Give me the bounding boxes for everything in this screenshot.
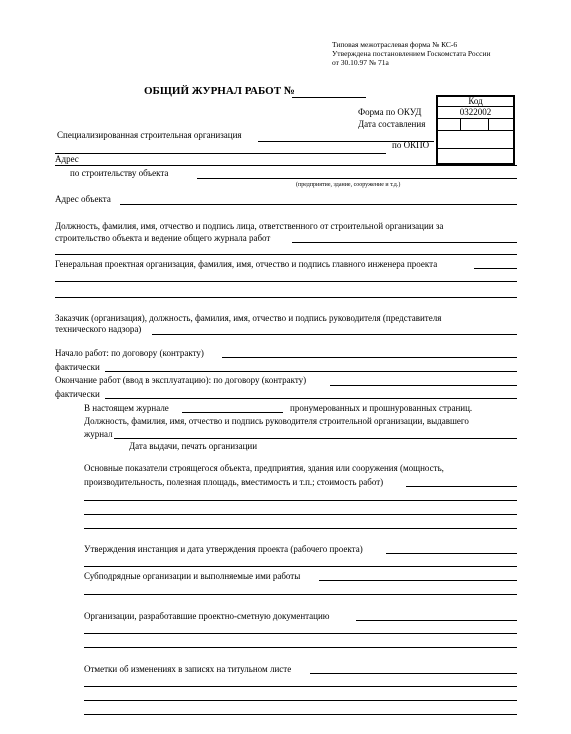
customer-field[interactable] bbox=[152, 334, 517, 335]
design-docs-field-3[interactable] bbox=[84, 647, 517, 648]
changes-field-4[interactable] bbox=[84, 714, 517, 715]
form-reference-line1: Типовая межотраслевая форма № КС-6 bbox=[332, 40, 458, 49]
end-contract-field[interactable] bbox=[330, 385, 517, 386]
responsible-label-1: Должность, фамилия, имя, отчество и подпись лица, ответственного от строительной организации за bbox=[55, 221, 444, 231]
form-reference-line3: от 30.10.97 № 71а bbox=[332, 58, 389, 67]
start-actual-label: фактически bbox=[55, 362, 100, 372]
okud-value: 0322002 bbox=[459, 107, 492, 117]
journal-number-field[interactable] bbox=[292, 97, 366, 98]
approval-field[interactable] bbox=[386, 553, 517, 554]
construction-hint: (предприятие, здание, сооружение и т.д.) bbox=[296, 182, 401, 188]
head-sign-label-2: журнал bbox=[84, 429, 113, 439]
subcontractors-label: Субподрядные организации и выполняемые ими работы bbox=[84, 571, 301, 581]
form-reference-line2: Утверждена постановлением Госкомстата России bbox=[332, 49, 491, 58]
responsible-field[interactable] bbox=[292, 242, 517, 243]
general-design-field-3[interactable] bbox=[55, 297, 517, 298]
general-design-field[interactable] bbox=[474, 268, 517, 269]
construction-field[interactable] bbox=[197, 178, 517, 179]
code-box-divider bbox=[460, 118, 461, 130]
page-title: ОБЩИЙ ЖУРНАЛ РАБОТ № bbox=[144, 85, 295, 97]
general-design-label: Генеральная проектная организация, фамилия, имя, отчество и подпись главного инженера проекта bbox=[55, 259, 438, 269]
customer-label-1: Заказчик (организация), должность, фамилия, имя, отчество и подпись руководителя (представителя bbox=[55, 313, 442, 323]
code-label: Код bbox=[468, 96, 483, 106]
indicators-field-2[interactable] bbox=[84, 500, 517, 501]
indicators-label-1: Основные показатели строящегося объекта, предприятия, здания или сооружения (мощность, bbox=[84, 463, 444, 473]
spec-org-field[interactable] bbox=[258, 141, 434, 142]
design-docs-label: Организации, разработавшие проектно-сметную документацию bbox=[84, 611, 330, 621]
general-design-field-2[interactable] bbox=[55, 281, 517, 282]
changes-field-2[interactable] bbox=[84, 686, 517, 687]
spec-org-field-2[interactable] bbox=[55, 153, 386, 154]
okud-label: Форма по ОКУД bbox=[358, 107, 422, 117]
address-label: Адрес bbox=[55, 154, 79, 164]
journal-suffix-label: пронумерованных и прошнурованных страниц. bbox=[290, 403, 473, 413]
end-contract-label: Окончание работ (ввод в эксплуатацию): по договору (контракту) bbox=[55, 375, 307, 385]
code-box-divider bbox=[436, 118, 515, 119]
end-actual-field[interactable] bbox=[105, 398, 517, 399]
changes-field-3[interactable] bbox=[84, 700, 517, 701]
journal-pages-field[interactable] bbox=[182, 412, 283, 413]
start-contract-field[interactable] bbox=[222, 357, 517, 358]
subcontractors-field-2[interactable] bbox=[84, 594, 517, 595]
approval-field-2[interactable] bbox=[84, 566, 517, 567]
customer-label-2: технического надзора) bbox=[55, 324, 142, 334]
indicators-field-4[interactable] bbox=[84, 528, 517, 529]
spec-org-label: Специализированная строительная организация bbox=[57, 130, 242, 140]
code-box-divider bbox=[436, 130, 515, 131]
start-actual-field[interactable] bbox=[105, 371, 517, 372]
object-address-label: Адрес объекта bbox=[55, 194, 111, 204]
indicators-field-3[interactable] bbox=[84, 514, 517, 515]
date-label: Дата составления bbox=[358, 119, 426, 129]
head-sign-field[interactable] bbox=[114, 438, 517, 439]
construction-label: по строительству объекта bbox=[70, 168, 169, 178]
code-box-divider bbox=[488, 118, 489, 130]
responsible-field-2[interactable] bbox=[55, 254, 517, 255]
design-docs-field[interactable] bbox=[356, 620, 517, 621]
changes-field[interactable] bbox=[310, 673, 517, 674]
address-field[interactable] bbox=[55, 165, 517, 166]
okpo-label: по ОКПО bbox=[392, 140, 430, 150]
changes-label: Отметки об изменениях в записях на титульном листе bbox=[84, 664, 292, 674]
indicators-field[interactable] bbox=[406, 486, 517, 487]
indicators-label-2: производительность, полезная площадь, вместимость и т.п.; стоимость работ) bbox=[84, 477, 384, 487]
design-docs-field-2[interactable] bbox=[84, 633, 517, 634]
start-contract-label: Начало работ: по договору (контракту) bbox=[55, 348, 204, 358]
head-sign-label-1: Должность, фамилия, имя, отчество и подпись руководителя строительной организации, выдавшего bbox=[84, 416, 469, 426]
responsible-label-2: строительство объекта и ведение общего журнала работ bbox=[55, 233, 271, 243]
issue-date-label: Дата выдачи, печать организации bbox=[129, 441, 258, 451]
object-address-field[interactable] bbox=[120, 204, 517, 205]
approval-label: Утверждения инстанция и дата утверждения проекта (рабочего проекта) bbox=[84, 544, 363, 554]
subcontractors-field[interactable] bbox=[319, 580, 517, 581]
journal-prefix-label: В настоящем журнале bbox=[84, 403, 169, 413]
end-actual-label: фактически bbox=[55, 389, 100, 399]
code-box-divider bbox=[436, 148, 515, 149]
